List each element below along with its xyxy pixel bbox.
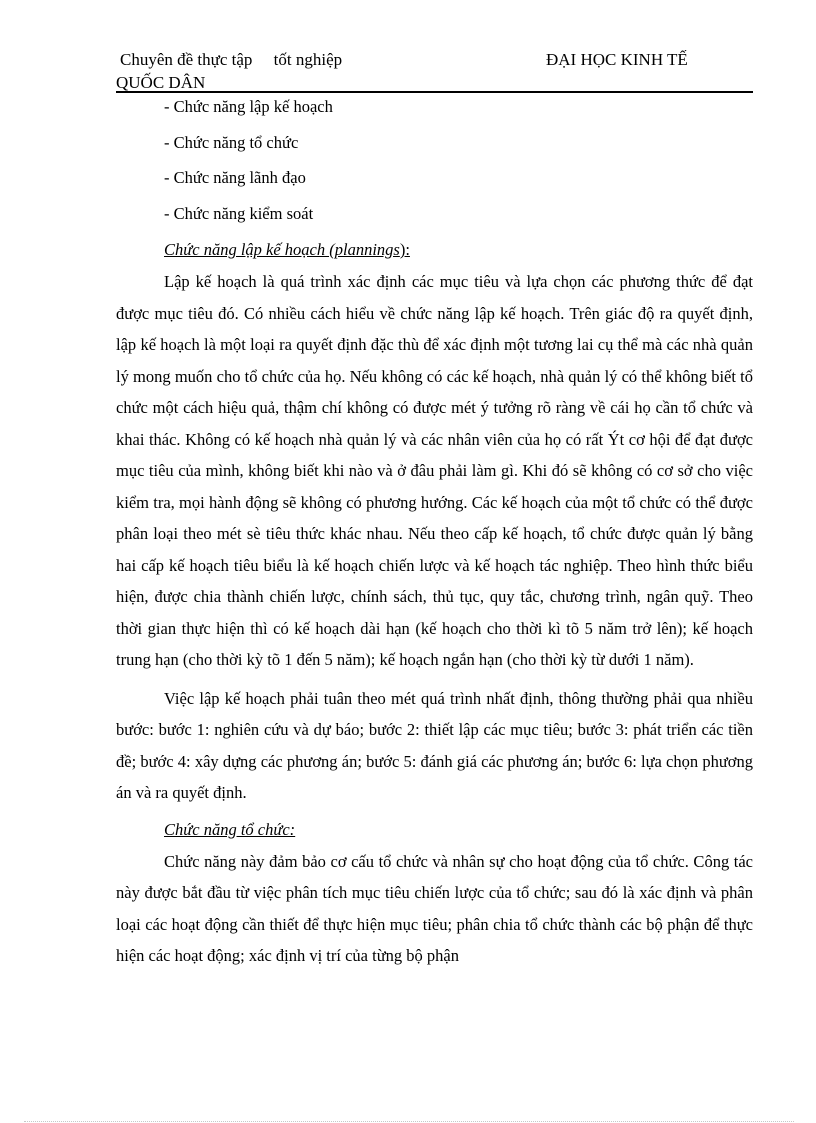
function-list — [116, 94, 753, 236]
list-item: - Chức năng lập kế hoạch — [164, 97, 333, 116]
page-content — [116, 94, 753, 979]
header-right-text: ĐẠI HỌC KINH TẾ — [546, 50, 688, 69]
page-bottom-divider — [24, 1121, 794, 1122]
section-heading-text: Chức năng tổ chức: — [164, 819, 296, 839]
list-item: - Chức năng kiểm soát — [164, 203, 314, 223]
page-header — [116, 48, 753, 94]
paragraph: Lập kế hoạch là quá trình xác định các mục tiêu và lựa chọn các phương thức để đạt được mục tiêu đó. Có nhiều cách hiểu về chức năng lập kế hoạch. Trên giác độ ra quyết định, lập kế hoạch là một loại ra quyết định đặc thù để xác định một tương lai cụ thể mà các nhà quản lý mong muốn cho tổ chức của họ. Nếu không có các kế hoạch, nhà quản lý có thể không biết tổ chức một cách hiệu quả, thậm chí không có được mét ý tưởng rõ ràng về cái họ cần tổ chức và khai thác. Không có kế hoạch nhà quản lý và các nhân viên của họ có rất Ýt cơ hội để đạt được mục tiêu của mình, không biết khi nào và ở đâu phải làm gì. Khi đó sẽ không có cơ sở cho việc kiểm tra, mọi hành động sẽ không có phương hướng. Các kế hoạch của một tổ chức có thể được phân loại theo mét sè tiêu thức khác nhau. Nếu theo cấp kế hoạch, tổ chức được quản lý bằng hai cấp kế hoạch tiêu biểu là kế hoạch chiến lược và kế hoạch tác nghiệp. Theo hình thức biểu hiện, được chia thành chiến lược, chính sách, thủ tục, quy tắc, chương trình, ngân quỹ. Theo thời gian thực hiện thì có kế hoạch dài hạn (kế hoạch cho thời kì tõ 5 năm trở lên); kế hoạch trung hạn (cho thời kỳ tõ 1 đến 5 năm); kế hoạch ngắn hạn (cho thời kỳ từ dưới 1 năm). — [116, 272, 753, 669]
list-item: - Chức năng tổ chức — [164, 132, 299, 152]
list-item: - Chức năng lãnh đạo — [164, 168, 306, 187]
section-heading-organizing — [116, 816, 753, 846]
header-left-text: Chuyên đề thực tập tốt nghiệp — [120, 50, 343, 69]
header-second-line: QUỐC DÂN — [116, 73, 206, 92]
paragraph: Việc lập kế hoạch phải tuân theo mét quá trình nhất định, thông thường phải qua nhiều bước: bước 1: nghiên cứu và dự báo; bước 2: thiết lập các mục tiêu; bước 3: phát triển các tiền đề; bước 4: xây dựng các phương án; bước 5: đánh giá các phương án; bước 6: lựa chọn phương án và ra quyết định. — [116, 688, 753, 802]
section-heading-text: Chức năng lập kế hoạch (plannings — [164, 240, 400, 259]
paragraph: Chức năng này đảm bảo cơ cấu tổ chức và nhân sự cho hoạt động của tổ chức. Công tác này được bắt đầu từ việc phân tích mục tiêu chiến lược của tổ chức; sau đó là xác định và phân loại các hoạt động cần thiết để thực hiện mục tiêu; phân chia tổ chức thành các bộ phận để thực hiện các hoạt động; xác định vị trí của từng bộ phận — [116, 851, 753, 965]
section-heading-tail: ): — [399, 240, 410, 259]
section-heading-planning — [116, 236, 753, 266]
header-divider — [116, 91, 753, 93]
